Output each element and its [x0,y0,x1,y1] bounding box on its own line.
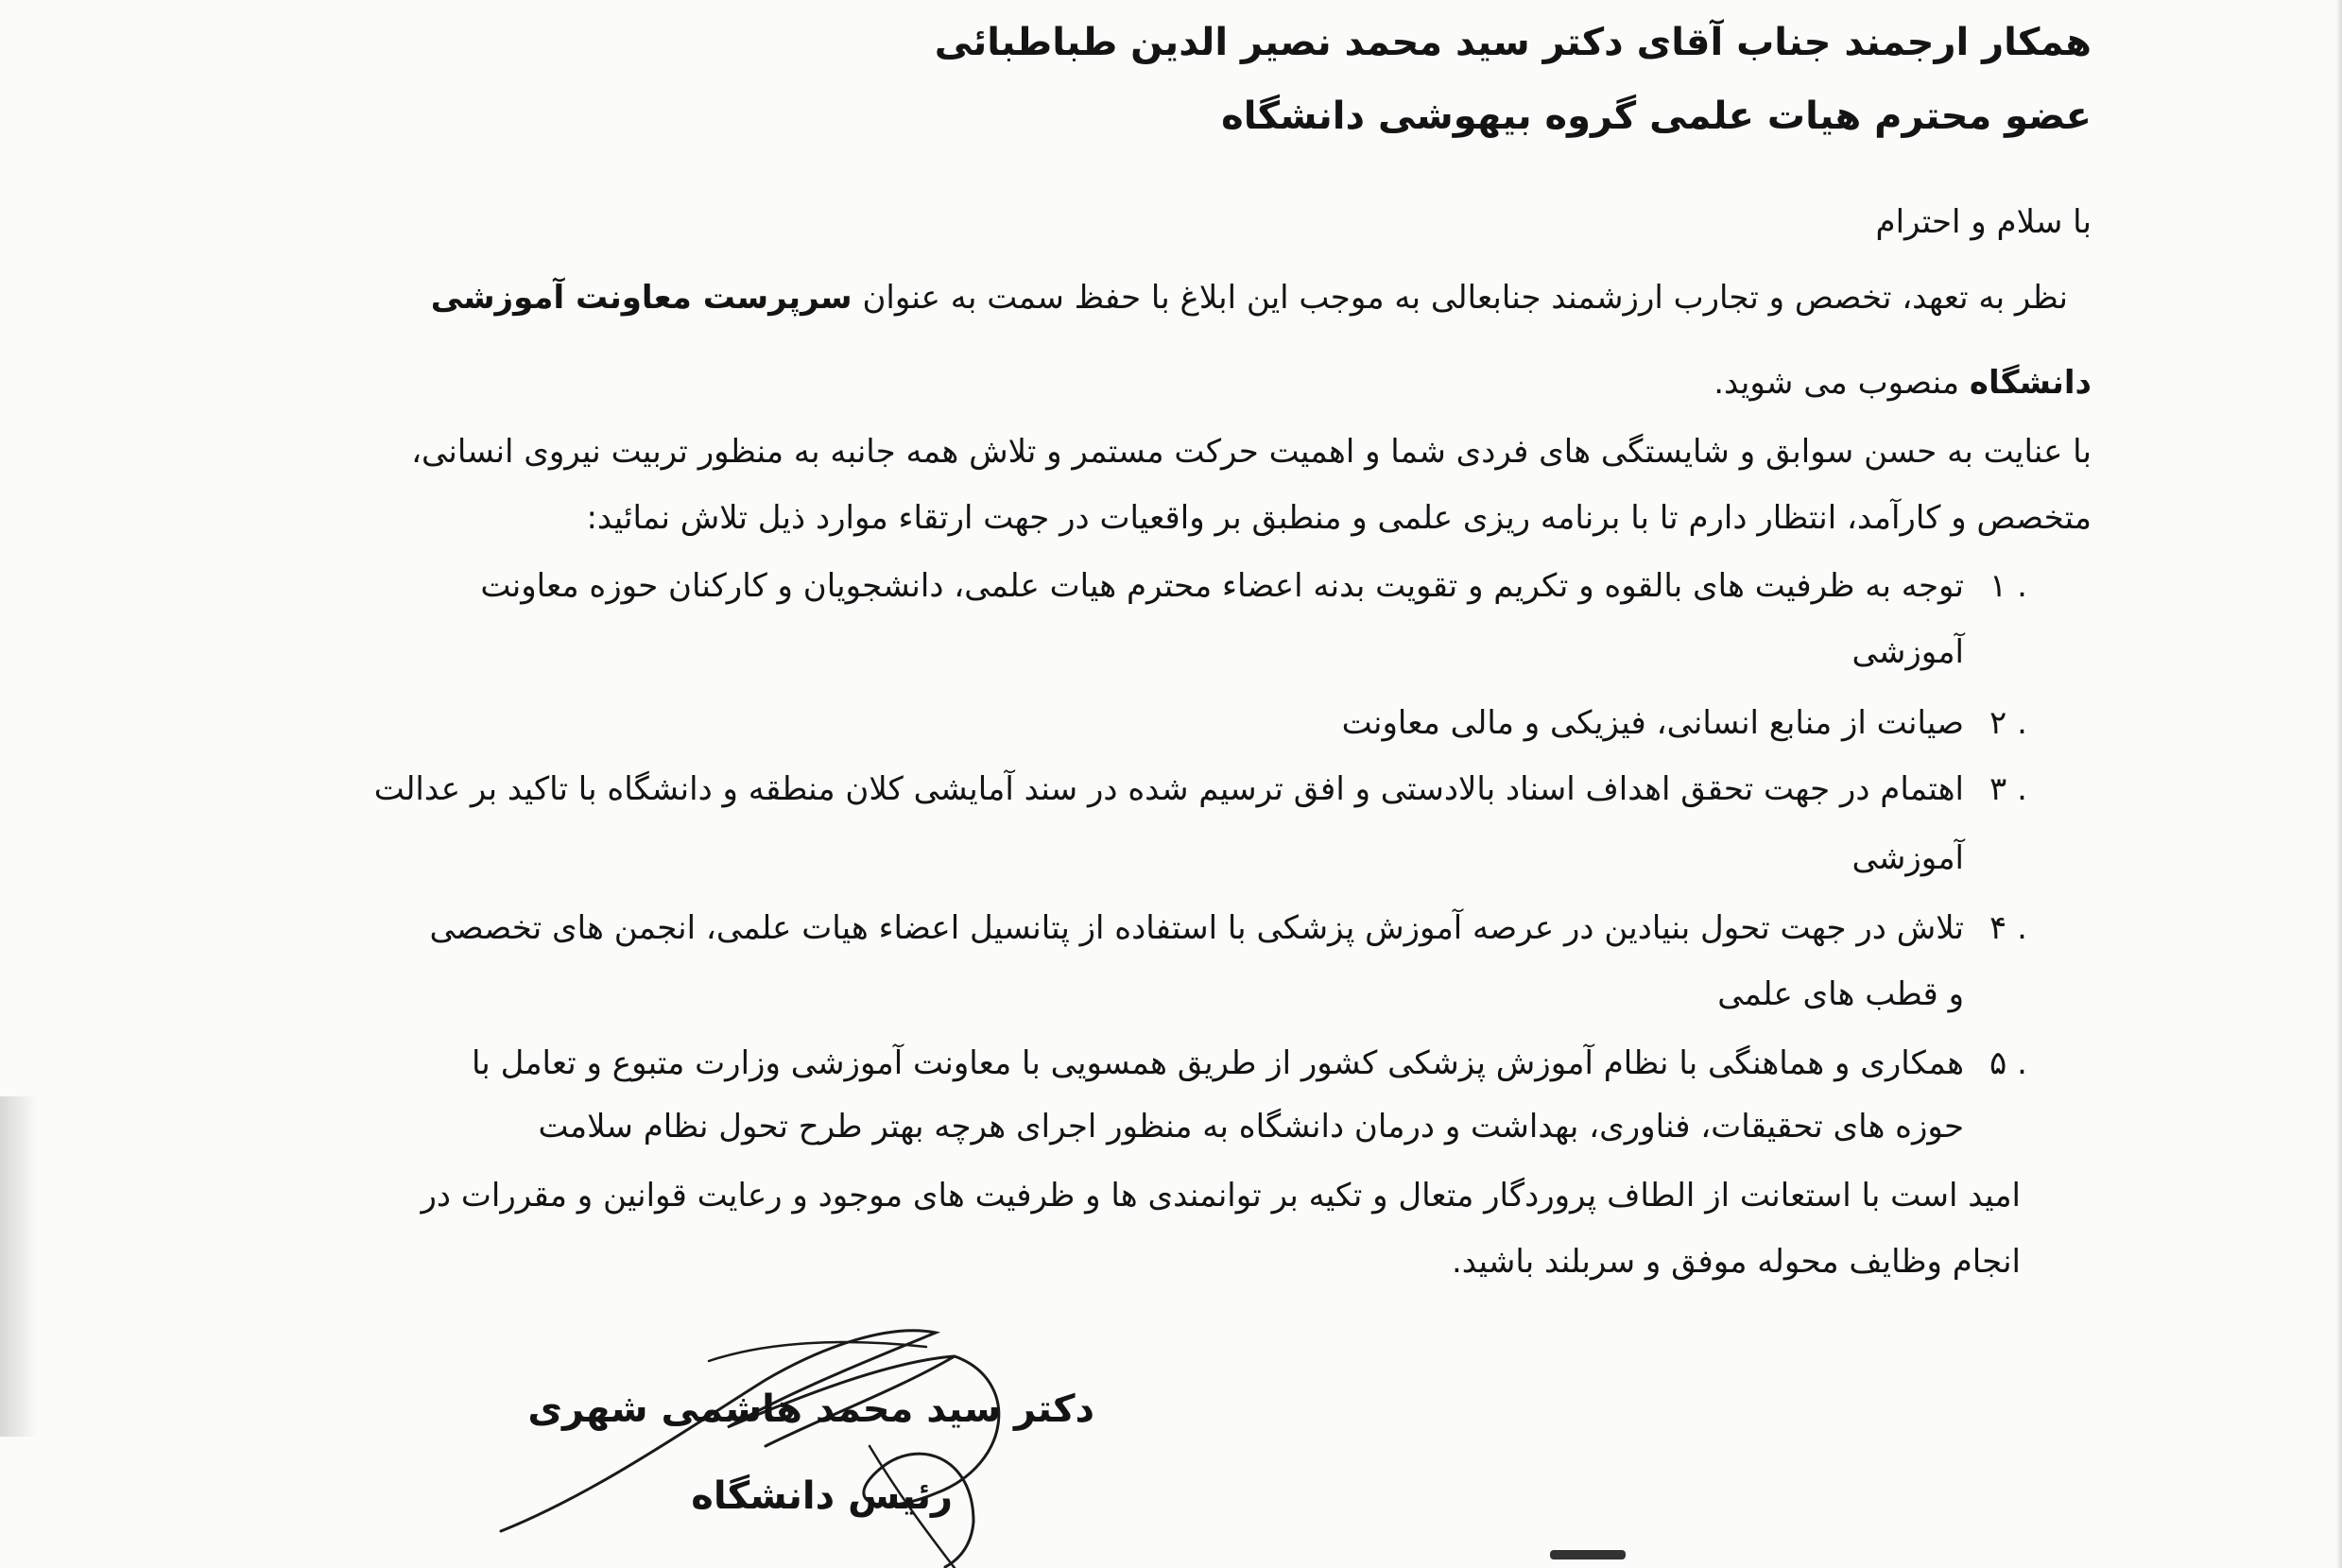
item-line-continued: آموزشی [1851,839,1964,877]
item-number: ۱ . [1989,567,2027,605]
paragraph-line-1: با عنایت به حسن سوابق و شایستگی های فردی شما و اهمیت حرکت مستمر و تلاش همه جانبه به منظور تربیت نیروی انسانی، [411,433,2092,471]
signatory-title: رئیس دانشگاه [691,1474,953,1518]
greeting: با سلام و احترام [1875,203,2092,241]
item-line: اهتمام در جهت تحقق اهداف اسناد بالادستی و افق ترسیم شده در سند آمایشی کلان منطقه و دانشگاه با تاکید بر عدالت [373,770,1964,808]
recipient-position-line: عضو محترم هیات علمی گروه بیهوشی دانشگاه [1221,95,2092,138]
intro-bold-university: دانشگاه [1969,364,2092,402]
partial-mark [1550,1550,1626,1559]
handwritten-signature [482,1304,1011,1568]
item-line-continued: آموزشی [1851,633,1964,671]
item-line: توجه به ظرفیت های بالقوه و تکریم و تقویت بدنه اعضاء محترم هیات علمی، دانشجویان و کارکنان حوزه معاونت [480,567,1964,605]
intro-text: نظر به تعهد، تخصص و تجارب ارزشمند جنابعالی به موجب این ابلاغ با حفظ سمت به عنوان [862,279,2068,317]
page-edge-shadow [2336,0,2342,1568]
item-line: صیانت از منابع انسانی، فیزیکی و مالی معاونت [1341,704,1964,742]
item-number: ۲ . [1989,704,2027,742]
item-number: ۵ . [1989,1044,2027,1082]
item-number: ۳ . [1989,770,2027,808]
paragraph-line-2: متخصص و کارآمد، انتظار دارم تا با برنامه ریزی علمی و منطبق بر واقعیات در جهت ارتقاء موارد ذیل تلاش نمائید: [586,499,2092,537]
item-line-continued: حوزه های تحقیقات، فناوری، بهداشت و درمان دانشگاه به منظور اجرای هرچه بهتر طرح تحول نظام سلامت [538,1108,1964,1146]
item-line: همکاری و هماهنگی با نظام آموزش پزشکی کشور از طریق همسویی با معاونت آموزشی وزارت متبوع و تعامل با [471,1044,1964,1082]
recipient-line: همکار ارجمند جناب آقای دکتر سید محمد نصیر الدین طباطبائی [934,21,2092,64]
intro-text-2: منصوب می شوید. [1713,364,1960,402]
item-number: ۴ . [1989,909,2027,947]
closing-line-2: انجام وظایف محوله موفق و سربلند باشید. [1451,1243,2021,1281]
intro-line-1 [431,279,2068,317]
scan-shadow [0,1096,38,1437]
intro-bold-title: سرپرست معاونت آموزشی [430,279,852,317]
signatory-name: دکتر سید محمد هاشمی شهری [527,1387,1094,1431]
intro-line-2 [1713,364,2092,402]
item-line-continued: و قطب های علمی [1717,975,1964,1013]
closing-line-1: امید است با استعانت از الطاف پروردگار متعال و تکیه بر توانمندی ها و ظرفیت های موجود و رعایت قوانین و مقررات در [421,1177,2021,1215]
item-line: تلاش در جهت تحول بنیادین در عرصه آموزش پزشکی با استفاده از پتانسیل اعضاء هیات علمی، انجمن های تخصصی [429,909,1964,947]
